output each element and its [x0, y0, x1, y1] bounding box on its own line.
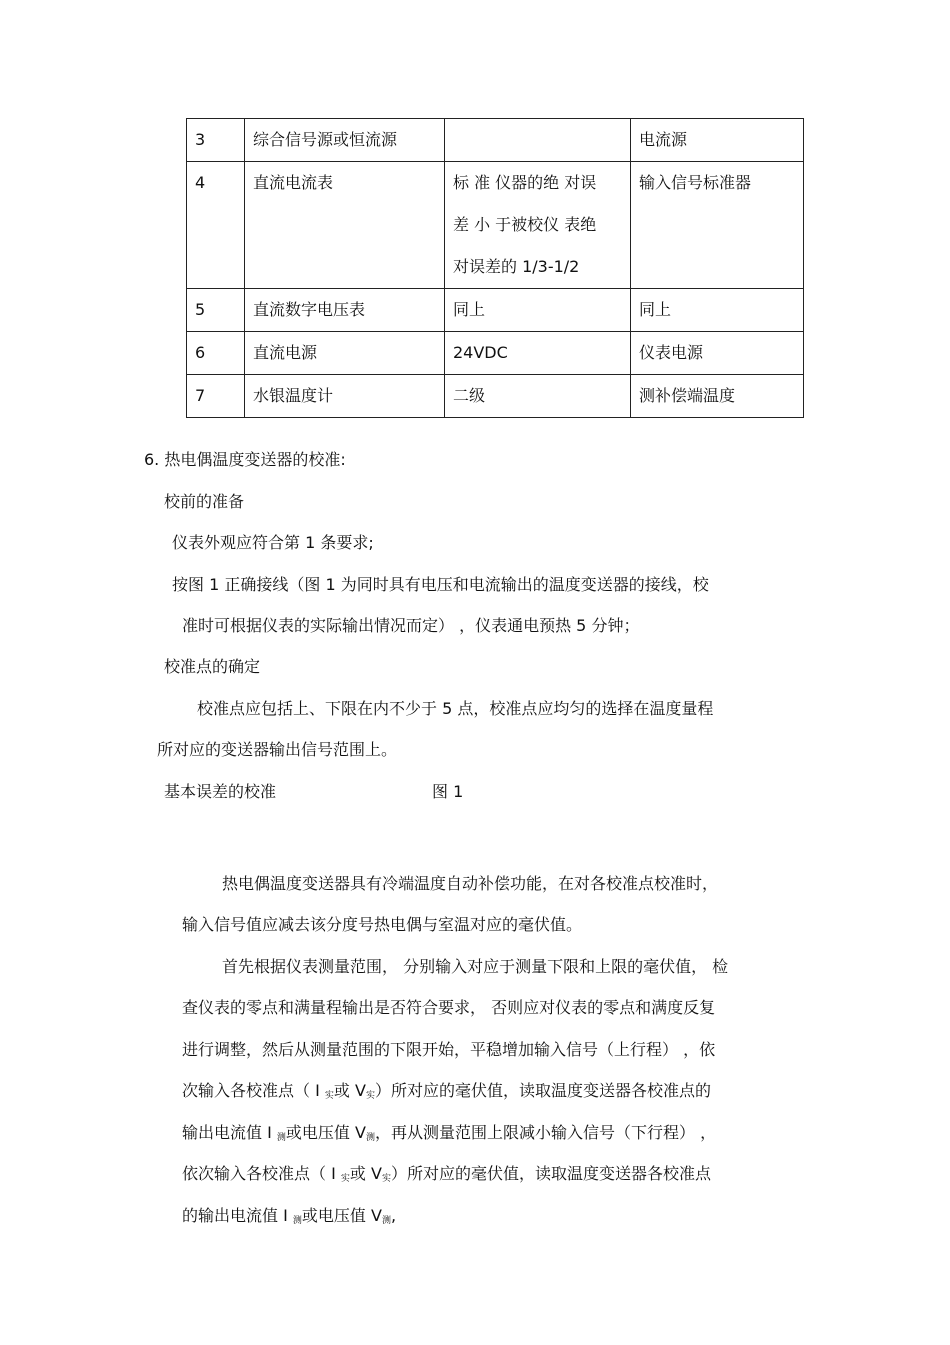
instrument-name: 直流电源: [245, 332, 445, 375]
subscript: 测: [365, 1133, 375, 1143]
paragraph-line: 进行调整，然后从测量范围的下限开始，平稳增加输入信号（上行程） ，依: [182, 1040, 716, 1059]
instrument-table: [186, 118, 804, 418]
figure-label: 图 1: [432, 782, 464, 801]
paragraph-line: [182, 1123, 716, 1148]
text-span: 或 V: [349, 1164, 382, 1183]
subscript: 测: [292, 1216, 302, 1226]
section-heading: 6. 热电偶温度变送器的校准:: [144, 450, 346, 469]
instrument-name: 直流电流表: [245, 162, 445, 289]
instrument-requirement: 24VDC: [445, 332, 631, 375]
instrument-purpose: 同上: [631, 289, 804, 332]
text-span: 的输出电流值 I: [182, 1206, 293, 1225]
instrument-purpose: 电流源: [631, 119, 804, 162]
subscript: 实: [381, 1174, 391, 1184]
requirement-line: 标 准 仪器的绝 对误: [453, 173, 597, 192]
text-span: ）所对应的毫伏值，读取温度变送器各校准点: [390, 1164, 711, 1183]
row-number: 6: [187, 332, 245, 375]
text-span: 或 V: [333, 1081, 366, 1100]
subscript: 实: [324, 1091, 334, 1101]
prep-item-appearance: 仪表外观应符合第 1 条要求;: [172, 533, 374, 552]
subscript: 测: [276, 1133, 286, 1143]
paragraph-line: 输入信号值应减去该分度号热电偶与室温对应的毫伏值。: [182, 915, 583, 934]
table-row: [187, 289, 804, 332]
instrument-purpose: 输入信号标准器: [631, 162, 804, 289]
paragraph-line: [182, 1081, 711, 1106]
row-number: 4: [187, 162, 245, 289]
instrument-purpose: 仪表电源: [631, 332, 804, 375]
instrument-name: 直流数字电压表: [245, 289, 445, 332]
row-number: 5: [187, 289, 245, 332]
row-number: 7: [187, 375, 245, 418]
text-span: 或电压值 V: [285, 1123, 366, 1142]
paragraph-line: 热电偶温度变送器具有冷端温度自动补偿功能，在对各校准点校准时，: [222, 874, 719, 893]
requirement-line: 对误差的 1/3-1/2: [453, 257, 580, 276]
subscript: 实: [340, 1174, 350, 1184]
points-text-line: 所对应的变送器输出信号范围上。: [157, 740, 398, 759]
subscript: 实: [365, 1091, 375, 1101]
table-row: [187, 119, 804, 162]
paragraph-line: 首先根据仪表测量范围， 分别输入对应于测量下限和上限的毫伏值， 检: [222, 957, 729, 976]
instrument-requirement: [445, 119, 631, 162]
prep-item-wiring-line: 准时可根据仪表的实际输出情况而定） ，仪表通电预热 5 分钟；: [182, 616, 640, 635]
points-text-line: 校准点应包括上、下限在内不少于 5 点，校准点应均匀的选择在温度量程: [197, 699, 714, 718]
text-span: ,: [390, 1206, 397, 1225]
text-span: 或电压值 V: [301, 1206, 382, 1225]
text-span: ，再从测量范围上限减小输入信号（下行程） ，: [374, 1123, 717, 1142]
prep-title: 校前的准备: [164, 492, 245, 511]
paragraph-line: [182, 1164, 711, 1189]
instrument-requirement: [445, 162, 631, 289]
prep-item-wiring-line: 按图 1 正确接线（图 1 为同时具有电压和电流输出的温度变送器的接线，校: [172, 575, 709, 594]
table-row: [187, 375, 804, 418]
paragraph-line: 查仪表的零点和满量程输出是否符合要求， 否则应对仪表的零点和满度反复: [182, 998, 716, 1017]
basic-error-title: 基本误差的校准: [164, 782, 277, 801]
text-span: 依次输入各校准点（ I: [182, 1164, 341, 1183]
subscript: 测: [381, 1216, 391, 1226]
paragraph-line: [182, 1206, 396, 1231]
row-number: 3: [187, 119, 245, 162]
instrument-name: 综合信号源或恒流源: [245, 119, 445, 162]
instrument-requirement: 同上: [445, 289, 631, 332]
instrument-name: 水银温度计: [245, 375, 445, 418]
points-title: 校准点的确定: [164, 657, 261, 676]
table-row: [187, 332, 804, 375]
instrument-purpose: 测补偿端温度: [631, 375, 804, 418]
text-span: 次输入各校准点（ I: [182, 1081, 325, 1100]
requirement-line: 差 小 于被校仪 表绝: [453, 215, 597, 234]
instrument-requirement: 二级: [445, 375, 631, 418]
text-span: 输出电流值 I: [182, 1123, 277, 1142]
table-row: [187, 162, 804, 289]
text-span: ）所对应的毫伏值，读取温度变送器各校准点的: [374, 1081, 711, 1100]
